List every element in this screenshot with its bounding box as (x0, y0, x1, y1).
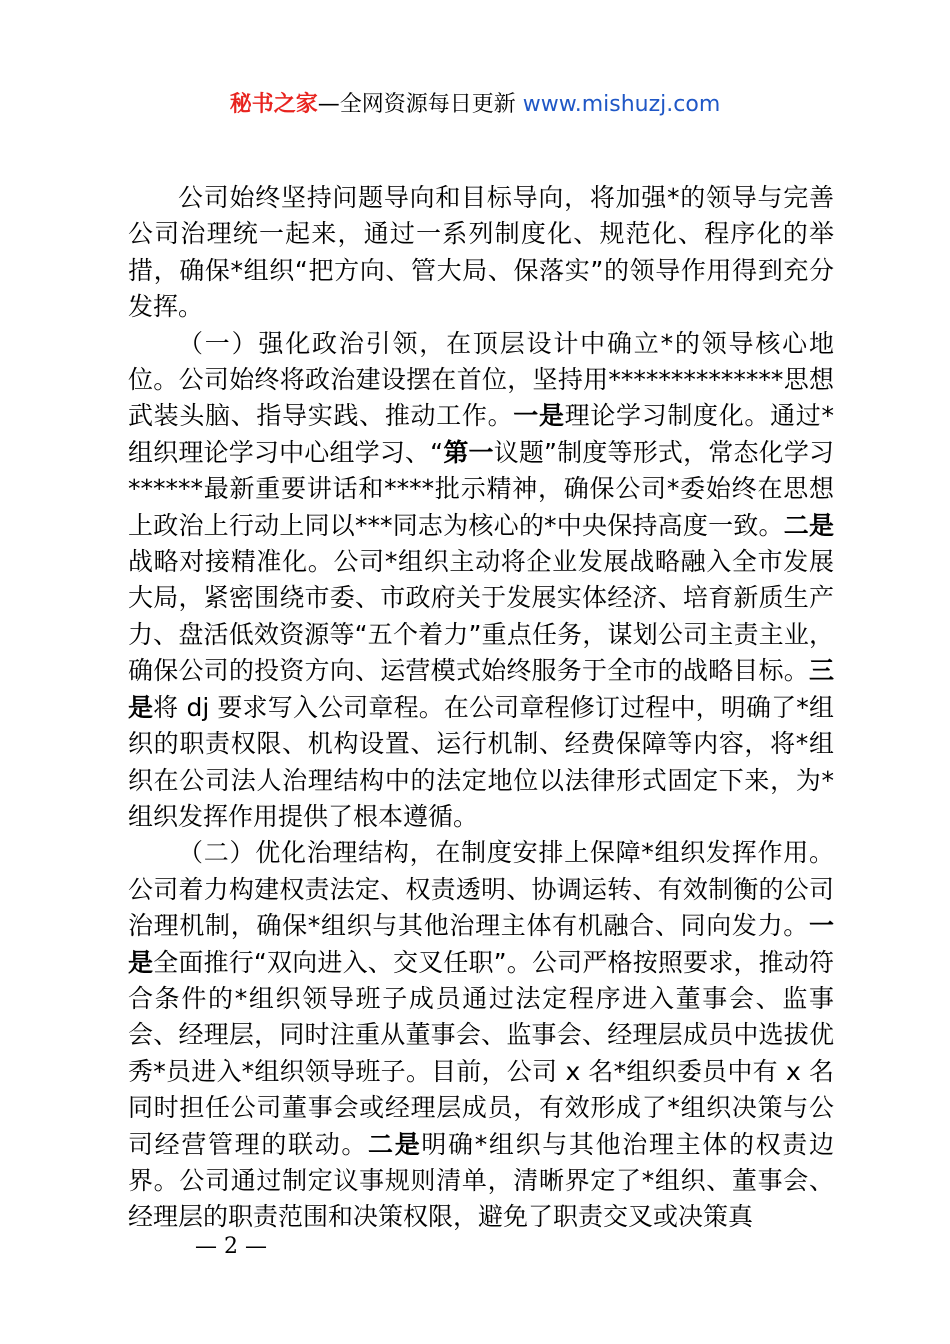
bold-marker: 二是 (368, 1129, 422, 1159)
paragraph-text: 将 dj 要求写入公司章程。在公司章程修订过程中，明确了*组织的职责权限、机构设置、运行机制、经费保障等内容，将*组织在公司法人治理结构中的法定地位以法律形式固定下来，为*组织发挥作用提供了根本遵循。 (128, 692, 834, 831)
paragraph-text: 理论学习制度化。通过*组织理论学习中心组学习、“ (128, 401, 834, 467)
paragraph-text: 议题”制度等形式，常态化学习******最新重要讲话和****批示精神，确保公司*委始终在思想上政治上行动上同以***同志为核心的*中央保持高度一致。 (128, 437, 834, 540)
paragraph-text: 明确*组织与其他治理主体的权责边界。公司通过制定议事规则清单，清晰界定了*组织、董事会、经理层的职责范围和决策权限，避免了职责交叉或决策真 (128, 1129, 834, 1232)
site-brand: 秘书之家 (229, 92, 318, 117)
section-two-intro: （二）优化治理结构，在制度安排上保障*组织发挥作用。公司着力构建权责法定、权责透明、协调运转、有效制衡的公司治理机制，确保*组织与其他治理主体有机融合、同向发力。 (128, 838, 834, 941)
paragraph-political-leadership (128, 326, 834, 836)
document-body (128, 180, 834, 1236)
paragraph-intro: 公司始终坚持问题导向和目标导向，将加强*的领导与完善公司治理统一起来，通过一系列制度化、规范化、程序化的举措，确保*组织“把方向、管大局、保落实”的领导作用得到充分发挥。 (128, 183, 834, 322)
paragraph-governance-structure (128, 835, 834, 1235)
bold-marker: 一是 (513, 401, 565, 431)
section-one-intro: （一）强化政治引领，在顶层设计中确立*的领导核心地位。公司始终将政治建设摆在首位，坚持用**************思想武装头脑、指导实践、推动工作。 (128, 328, 834, 431)
bold-marker: 二是 (783, 510, 834, 540)
bold-marker: 第一 (443, 437, 494, 467)
site-header (0, 90, 950, 120)
site-tagline: —全网资源每日更新 (317, 92, 523, 117)
bold-marker: 一是 (128, 911, 834, 977)
paragraph-text: 战略对接精准化。公司*组织主动将企业发展战略融入全市发展大局，紧密围绕市委、市政府关于发展实体经济、培育新质生产力、盘活低效资源等“五个着力”重点任务，谋划公司主责主业，确保公司的投资方向、运营模式始终服务于全市的战略目标。 (128, 547, 834, 686)
paragraph-text: 全面推行“双向进入、交叉任职”。公司严格按照要求，推动符合条件的*组织领导班子成员通过法定程序进入董事会、监事会、经理层，同时注重从董事会、监事会、经理层成员中选拔优秀*员进入*组织领导班子。目前，公司 x 名*组织委员中有 x 名同时担任公司董事会或经理层成员，有效形成了*组织决策与公司经营管理的联动。 (128, 947, 834, 1159)
bold-marker: 三是 (128, 656, 834, 722)
page-number: — 2 — (195, 1234, 267, 1259)
site-url[interactable]: www.mishuzj.com (522, 92, 721, 117)
